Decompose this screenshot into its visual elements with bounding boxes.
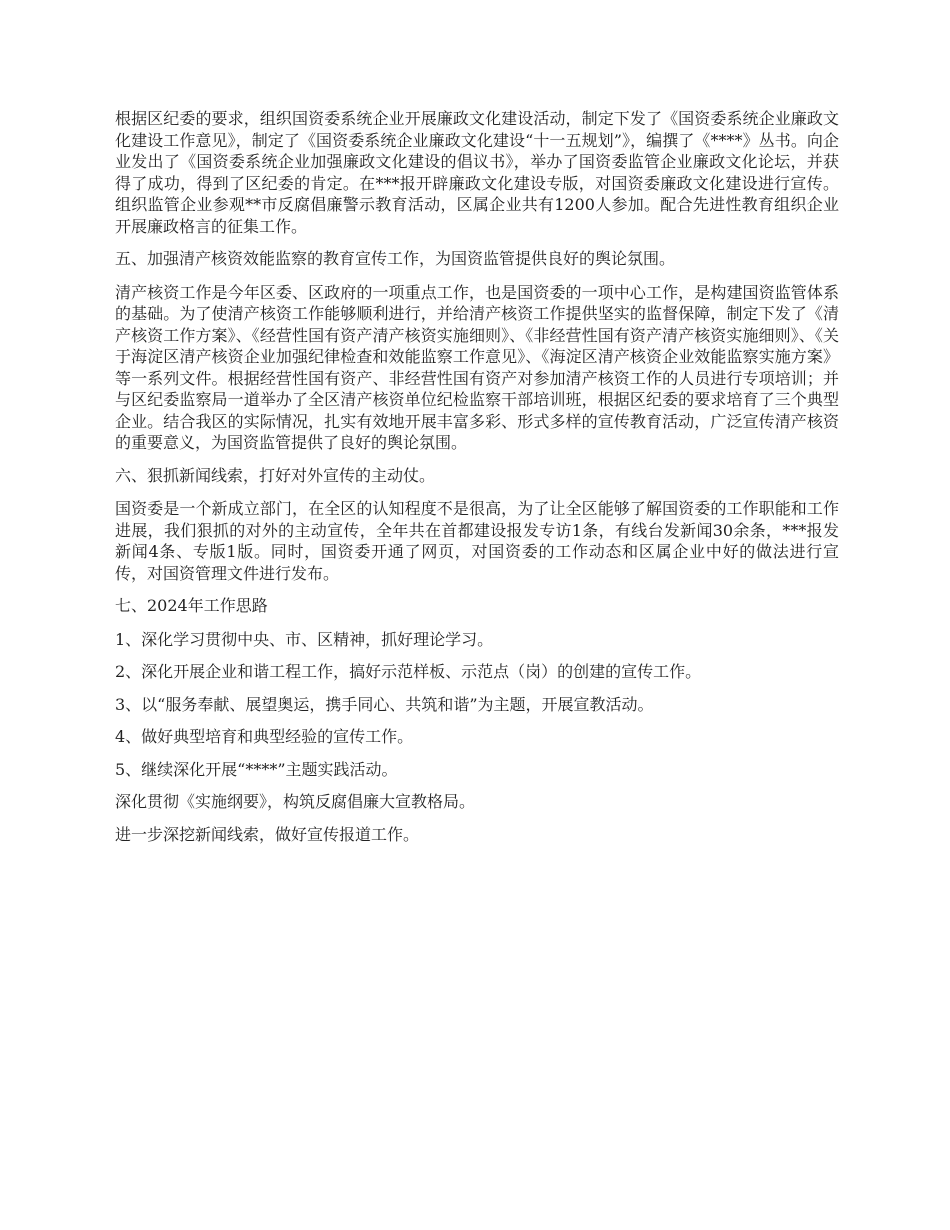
closing-line-2: 进一步深挖新闻线索，做好宣传报道工作。 [115,824,420,844]
paragraph-culture-building: 根据区纪委的要求，组织国资委系统企业开展廉政文化建设活动，制定下发了《国资委系统企业廉政文化建设工作意见》，制定了《国资委系统企业廉政文化建设“十一五规划”》，编撰了《****》丛书。向企业发出了《国资委系统企业加强廉政文化建设的倡议书》，举办了国资委监管企业廉政文化论坛，并获得了成功，得到了区纪委的肯定。在***报开辟廉政文化建设专版，对国资委廉政文化建设进行宣传。组织监管企业参观**市反腐倡廉警示教育活动，区属企业共有1200人参加。配合先进性教育组织企业开展廉政格言的征集工作。 [115,109,839,236]
section-heading-7: 七、2024年工作思路 [115,596,268,615]
plan-item-2: 2、深化开展企业和谐工程工作，搞好示范样板、示范点（岗）的创建的宣传工作。 [115,662,702,681]
plan-item-1: 1、深化学习贯彻中央、市、区精神，抓好理论学习。 [115,629,494,649]
paragraph-publicity: 国资委是一个新成立部门，在全区的认知程度不是很高，为了让全区能够了解国资委的工作职能和工作进展，我们狠抓的对外的主动宣传，全年共在首都建设报发专访1条，有线台发新闻30余条，***报发新闻4条、专版1版。同时，国资委开通了网页，对国资委的工作动态和区属企业中好的做法进行宣传，对国资管理文件进行发布。 [115,499,839,583]
paragraph-asset-verification: 清产核资工作是今年区委、区政府的一项重点工作，也是国资委的一项中心工作，是构建国资监管体系的基础。为了使清产核资工作能够顺利进行，并给清产核资工作提供坚实的监督保障，制定下发了《清产核资工作方案》、《经营性国有资产清产核资实施细则》、《非经营性国有资产清产核资实施细则》、《关于海淀区清产核资企业加强纪律检查和效能监察工作意见》、《海淀区清产核资企业效能监察实施方案》等一系列文件。根据经营性国有资产、非经营性国有资产对参加清产核资工作的人员进行专项培训；并与区纪委监察局一道举办了全区清产核资单位纪检监察干部培训班，根据区纪委的要求培育了三个典型企业。结合我区的实际情况，扎实有效地开展丰富多彩、形式多样的宣传教育活动，广泛宣传清产核资的重要意义，为国资监管提供了良好的舆论氛围。 [115,282,839,452]
plan-item-3: 3、以“服务奉献、展望奥运，携手同心、共筑和谐”为主题，开展宣教活动。 [115,694,654,714]
section-heading-5: 五、加强清产核资效能监察的教育宣传工作，为国资监管提供良好的舆论氛围。 [115,249,676,268]
closing-line-1: 深化贯彻《实施纲要》，构筑反腐倡廉大宣教格局。 [115,792,476,811]
plan-item-4: 4、做好典型培育和典型经验的宣传工作。 [115,727,414,746]
plan-item-5: 5、继续深化开展“****”主题实践活动。 [115,759,398,779]
document-body [115,108,839,856]
section-heading-6: 六、狠抓新闻线索，打好对外宣传的主动仗。 [115,465,436,485]
